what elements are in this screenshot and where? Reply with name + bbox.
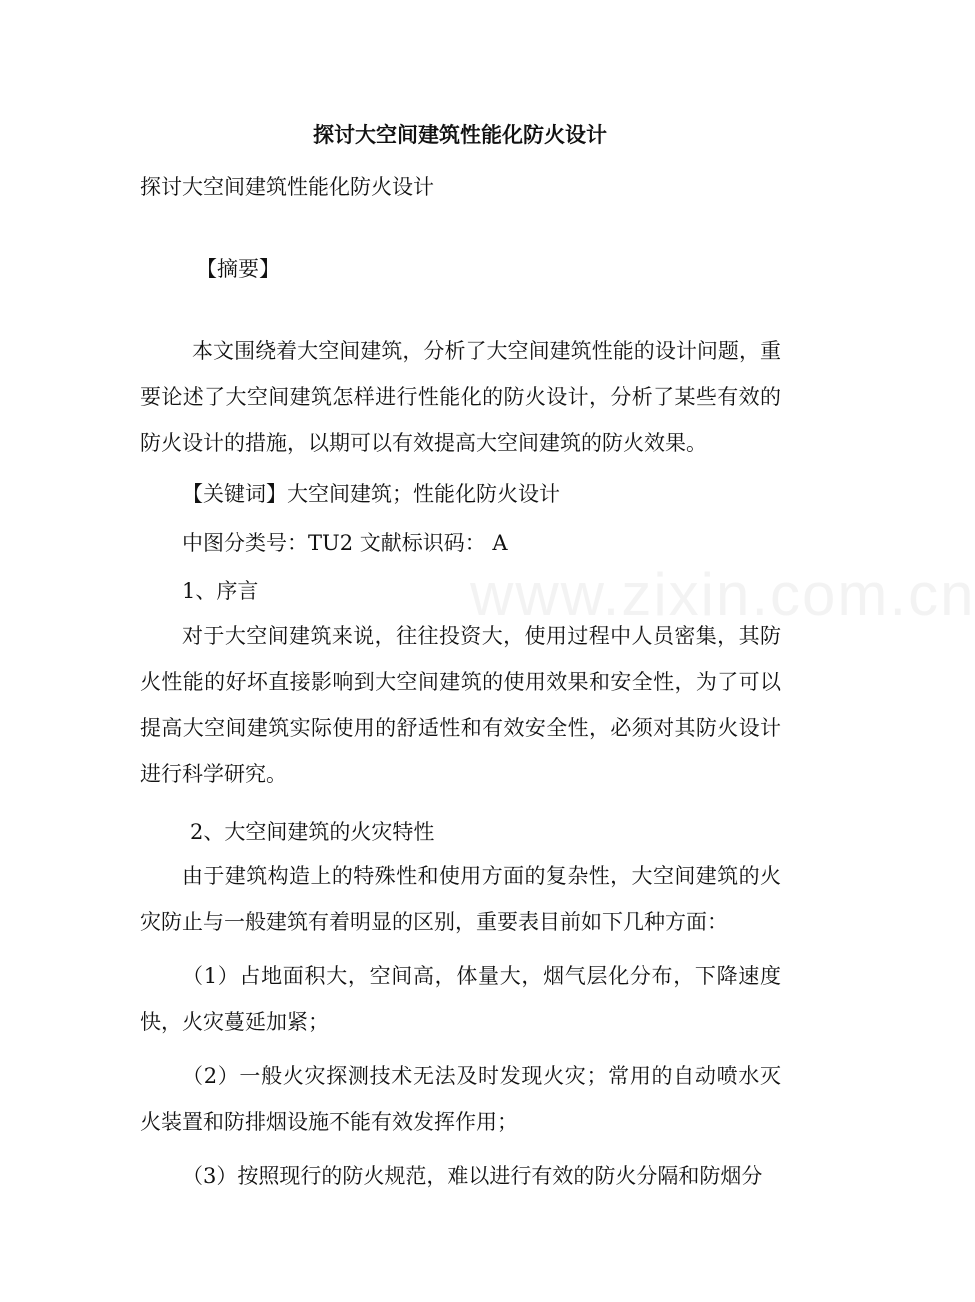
list-item-1: （1）占地面积大，空间高，体量大，烟气层化分布，下降速度快，火灾蔓延加紧；	[140, 964, 781, 1034]
section1-paragraph: 对于大空间建筑来说，往往投资大，使用过程中人员密集，其防火性能的好坏直接影响到大空间建筑的使用效果和安全性，为了可以提高大空间建筑实际使用的舒适性和有效安全性，必须对其防火设计进行科学研究。	[140, 624, 781, 786]
abstract-paragraph: 本文围绕着大空间建筑，分析了大空间建筑性能的设计问题，重要论述了大空间建筑怎样进行性能化的防火设计，分析了某些有效的防火设计的措施，以期可以有效提高大空间建筑的防火效果。	[140, 339, 781, 455]
abstract-heading: 【摘要】	[196, 257, 280, 281]
section2-paragraph: 由于建筑构造上的特殊性和使用方面的复杂性，大空间建筑的火灾防止与一般建筑有着明显的区别，重要表目前如下几种方面：	[140, 864, 781, 934]
document-subtitle: 探讨大空间建筑性能化防火设计	[140, 175, 434, 199]
list-item-2: （2）一般火灾探测技术无法及时发现火灾；常用的自动喷水灭火装置和防排烟设施不能有效发挥作用；	[140, 1064, 781, 1134]
keywords-line: 【关键词】大空间建筑；性能化防火设计	[182, 482, 560, 506]
list-item-3: （3）按照现行的防火规范，难以进行有效的防火分隔和防烟分	[182, 1164, 763, 1188]
section1-heading: 1、序言	[182, 579, 259, 603]
section2-heading: 2、大空间建筑的火灾特性	[190, 820, 435, 844]
watermark: www.zixin.com.cn	[470, 561, 975, 628]
classification-line: 中图分类号：TU2 文献标识码： A	[182, 531, 508, 555]
document-title: 探讨大空间建筑性能化防火设计	[313, 122, 607, 147]
